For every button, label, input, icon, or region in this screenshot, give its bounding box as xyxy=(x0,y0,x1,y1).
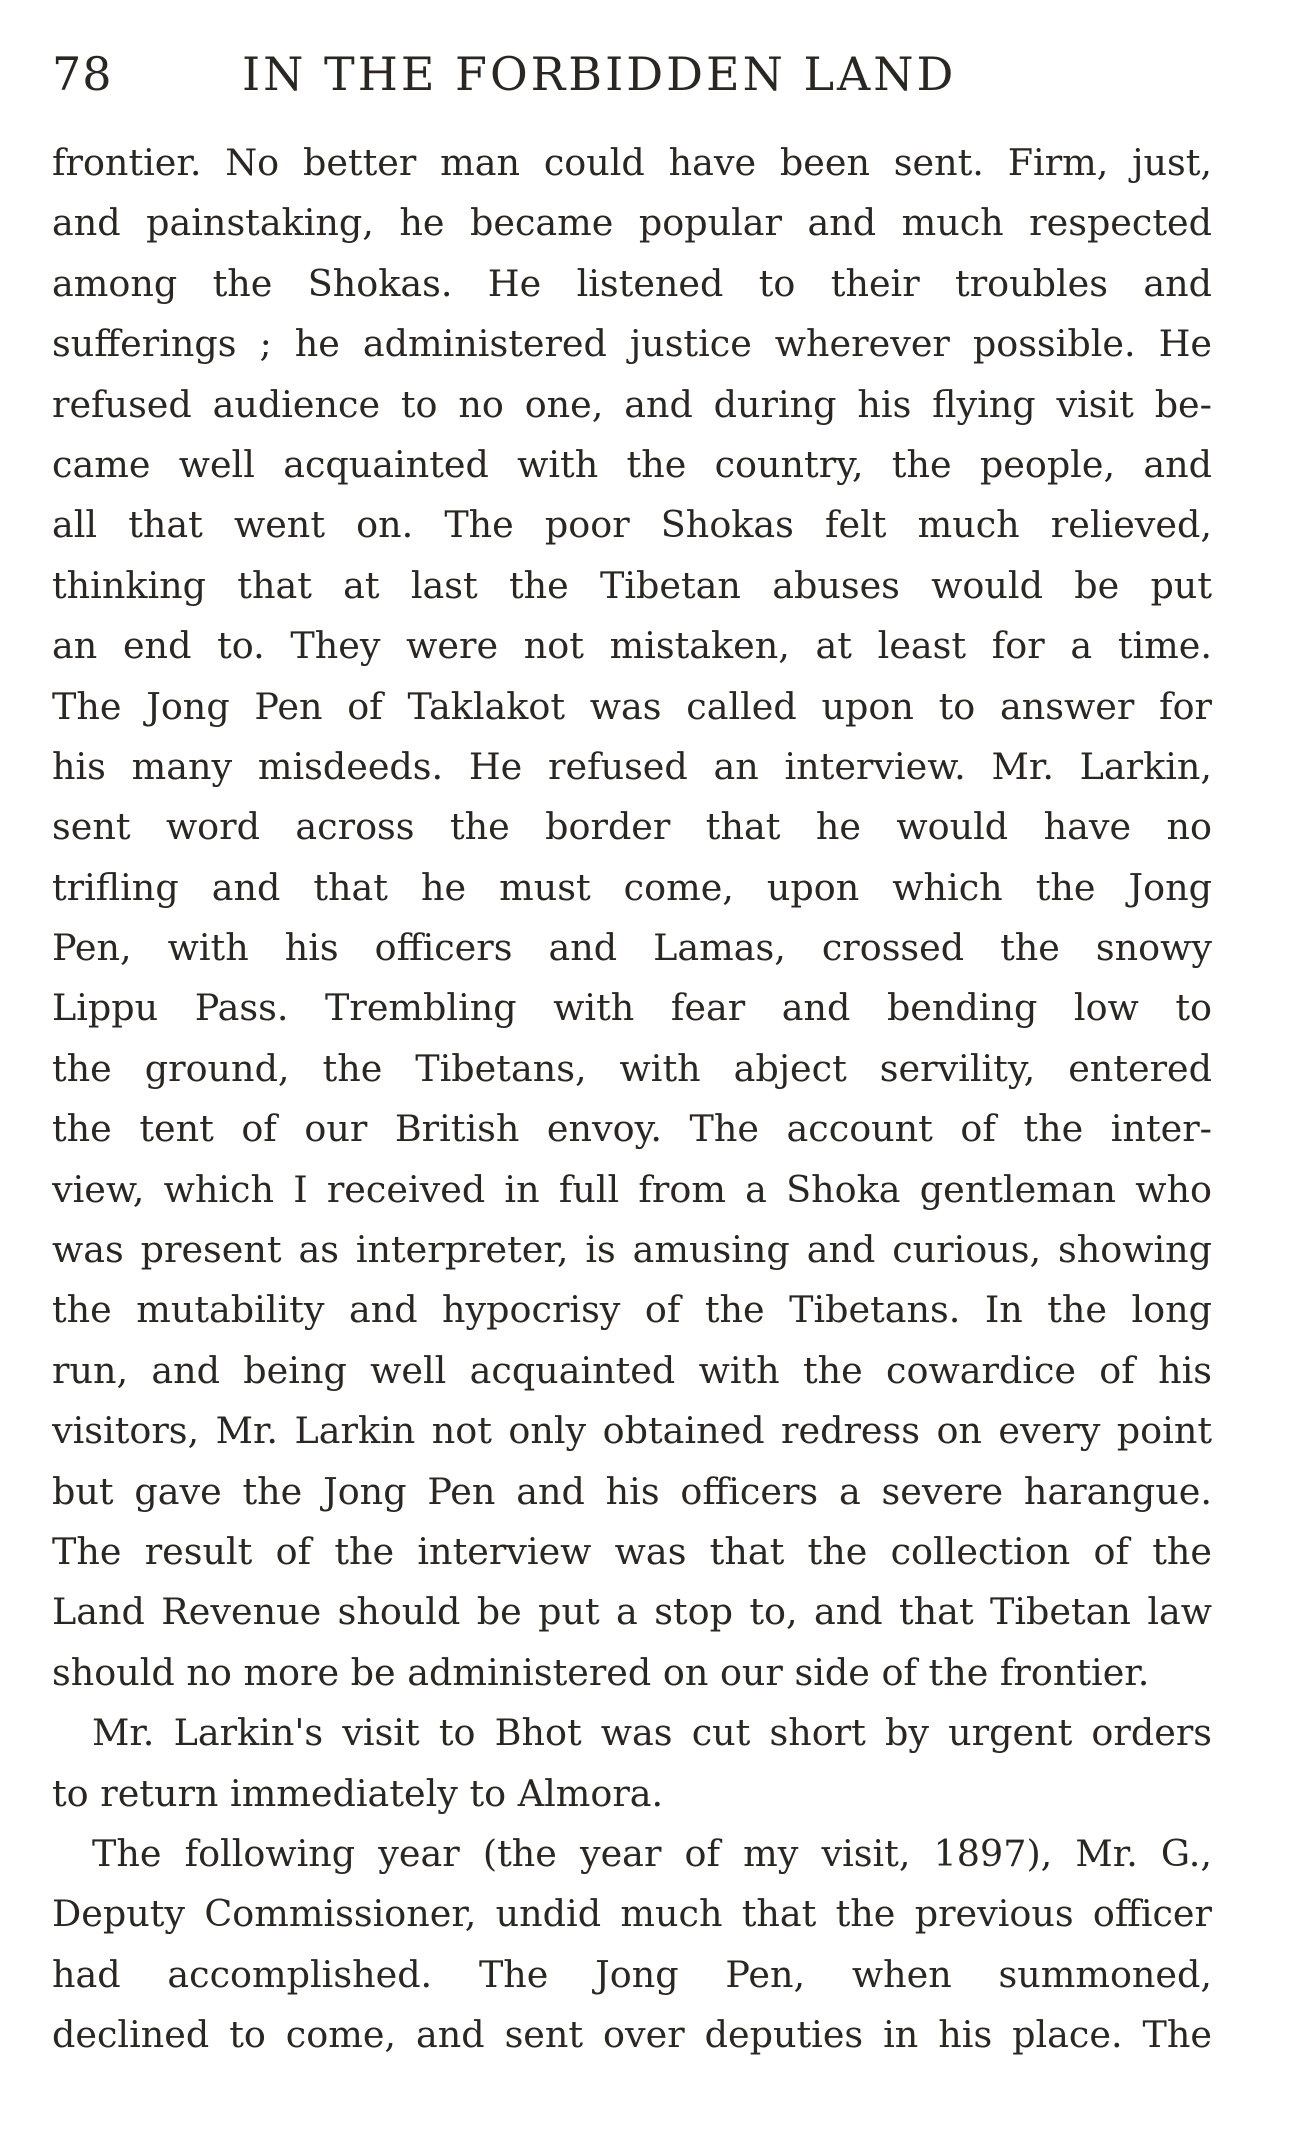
text-line: but gave the Jong Pen and his officers a severe harangue. xyxy=(52,1469,1212,1513)
text-line: Mr. Larkin's visit to Bhot was cut short by urgent orders xyxy=(92,1711,1212,1755)
text-line: the mutability and hypocrisy of the Tibetans. In the long xyxy=(52,1288,1212,1332)
text-line: the tent of our British envoy. The account of the inter- xyxy=(52,1107,1212,1151)
text-line: frontier. No better man could have been sent. Firm, just, xyxy=(52,141,1212,184)
text-line: Lippu Pass. Trembling with fear and bending low to xyxy=(52,986,1212,1030)
text-line: sufferings ; he administered justice wherever possible. He xyxy=(52,322,1212,366)
running-title: IN THE FORBIDDEN LAND xyxy=(242,47,957,101)
text-line: Pen, with his officers and Lamas, crossed the snowy xyxy=(52,926,1212,970)
text-line: run, and being well acquainted with the cowardice of his xyxy=(52,1348,1212,1392)
body-text xyxy=(52,133,1212,2066)
text-line: view, which I received in full from a Shoka gentleman who xyxy=(52,1167,1212,1211)
page-number: 78 xyxy=(52,47,113,101)
text-line: declined to come, and sent over deputies in his place. The xyxy=(52,2013,1212,2057)
text-line: and painstaking, he became popular and much respected xyxy=(52,201,1212,245)
text-line: refused audience to no one, and during his flying visit be- xyxy=(52,382,1212,426)
text-line: sent word across the border that he would have no xyxy=(52,805,1212,849)
text-line: came well acquainted with the country, the people, and xyxy=(52,442,1212,486)
text-line: his many misdeeds. He refused an interview. Mr. Larkin, xyxy=(52,744,1212,788)
text-line: The following year (the year of my visit, 1897), Mr. G., xyxy=(92,1831,1212,1875)
running-head xyxy=(52,44,1212,104)
text-line: was present as interpreter, is amusing and curious, showing xyxy=(52,1228,1212,1272)
text-line: the ground, the Tibetans, with abject servility, entered xyxy=(52,1046,1212,1090)
text-line: to return immediately to Almora. xyxy=(52,1771,664,1815)
text-line: thinking that at last the Tibetan abuses would be put xyxy=(52,563,1212,607)
text-line: trifling and that he must come, upon which the Jong xyxy=(52,865,1212,909)
text-line: Deputy Commissioner, undid much that the previous officer xyxy=(52,1892,1212,1936)
text-line: Land Revenue should be put a stop to, and that Tibetan law xyxy=(52,1590,1212,1634)
text-line: The Jong Pen of Taklakot was called upon to answer for xyxy=(52,684,1212,728)
text-line: all that went on. The poor Shokas felt much relieved, xyxy=(52,503,1212,547)
text-line: an end to. They were not mistaken, at least for a time. xyxy=(52,624,1212,668)
text-line: had accomplished. The Jong Pen, when summoned, xyxy=(52,1952,1212,1996)
text-line: among the Shokas. He listened to their troubles and xyxy=(52,261,1212,305)
text-line: The result of the interview was that the collection of the xyxy=(52,1529,1212,1573)
text-line: visitors, Mr. Larkin not only obtained redress on every point xyxy=(52,1409,1212,1453)
text-line: should no more be administered on our side of the frontier. xyxy=(52,1650,1150,1694)
